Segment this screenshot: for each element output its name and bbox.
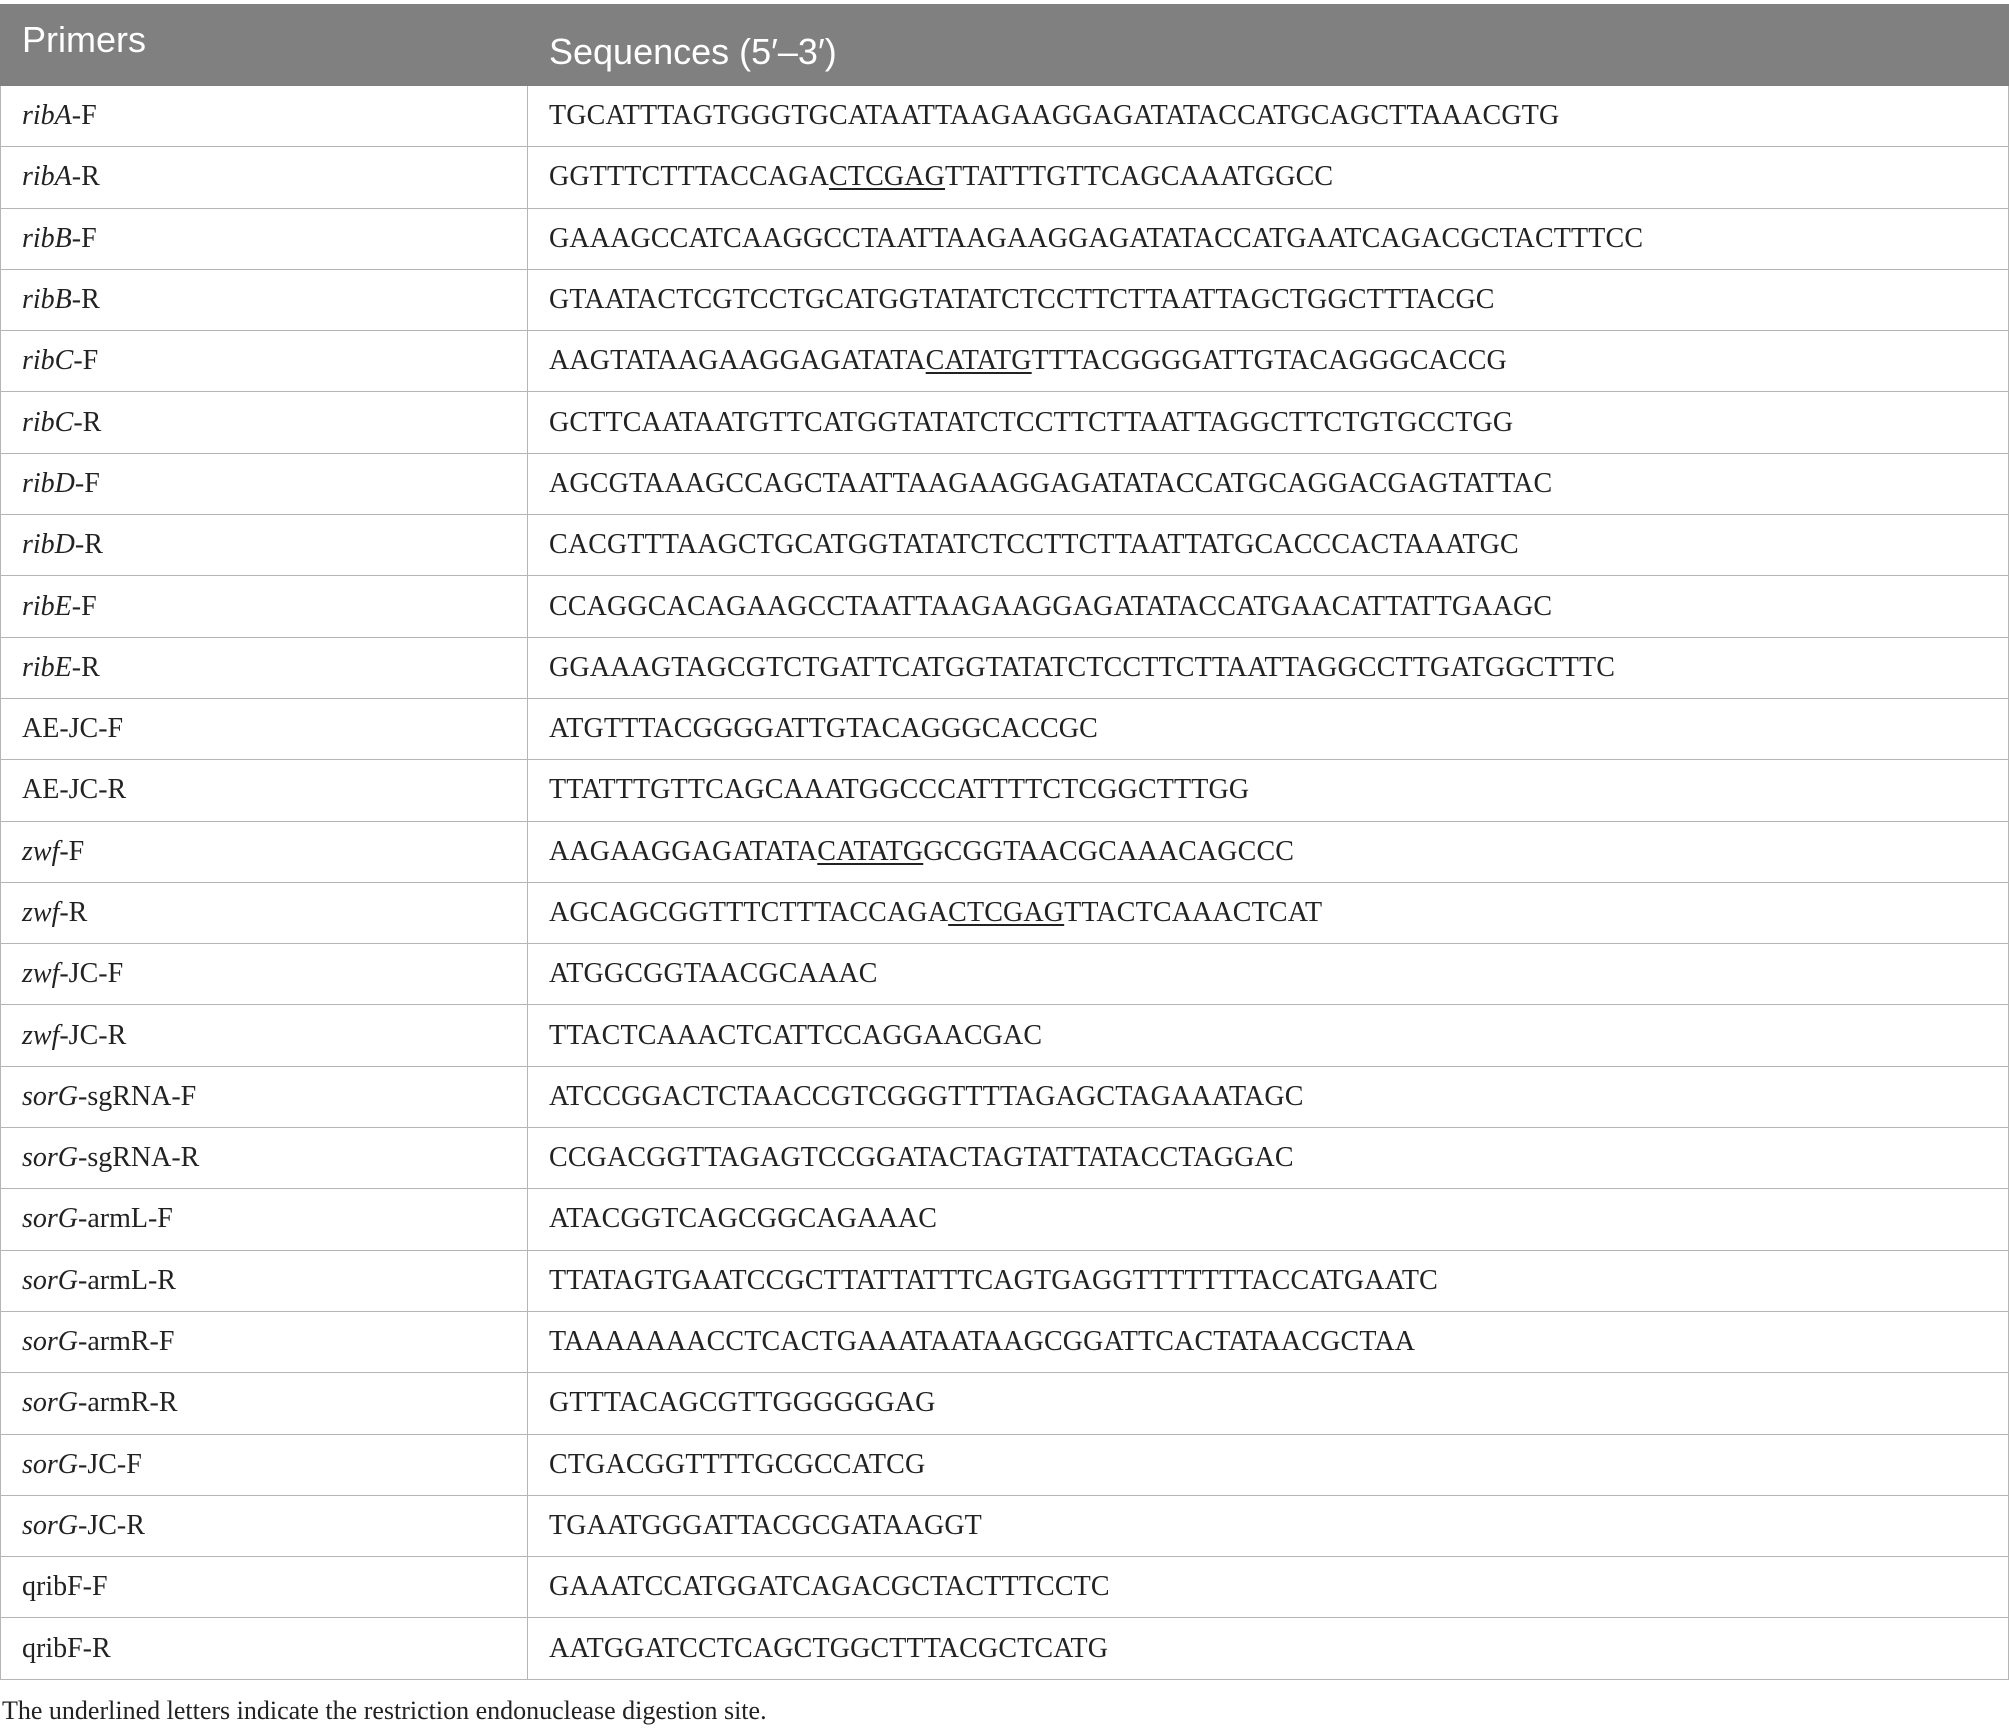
sequence-cell bbox=[528, 576, 2009, 637]
primer-table-container bbox=[0, 4, 2008, 1680]
sequence-segment: CCAGGCACAGAAGCCTAATTAAGAAGGAGATATACCATGAACATTATTGAAGC bbox=[549, 590, 1553, 622]
primer-name-cell bbox=[1, 821, 528, 882]
table-row bbox=[1, 576, 2009, 637]
gene-name: zwf bbox=[22, 835, 60, 867]
sequence-cell bbox=[528, 1557, 2009, 1618]
primer-name-cell bbox=[1, 1189, 528, 1250]
gene-name: ribA bbox=[22, 100, 72, 132]
sequence-cell bbox=[528, 821, 2009, 882]
sequence-cell bbox=[528, 331, 2009, 392]
sequence-cell bbox=[528, 1373, 2009, 1434]
gene-name: sorG bbox=[22, 1326, 79, 1358]
table-row bbox=[1, 515, 2009, 576]
restriction-site: CTCGAG bbox=[828, 161, 946, 193]
sequence-segment: TGCATTTAGTGGGTGCATAATTAAGAAGGAGATATACCATGCAGCTTAAACGTG bbox=[549, 100, 1560, 132]
primer-name-cell bbox=[1, 1557, 528, 1618]
table-row bbox=[1, 1250, 2009, 1311]
primer-suffix: -R bbox=[74, 529, 103, 561]
sequence-cell bbox=[528, 760, 2009, 821]
primer-name-cell bbox=[1, 882, 528, 943]
sequence-segment: TGAATGGGATTACGCGATAAGGT bbox=[549, 1509, 982, 1541]
sequence-cell bbox=[528, 1189, 2009, 1250]
table-row bbox=[1, 637, 2009, 698]
sequence-segment: ATGGCGGTAACGCAAAC bbox=[549, 958, 878, 990]
gene-name: sorG bbox=[22, 1387, 79, 1419]
table-row bbox=[1, 1495, 2009, 1556]
table-row bbox=[1, 944, 2009, 1005]
gene-name: ribD bbox=[22, 467, 75, 499]
sequence-cell bbox=[528, 698, 2009, 759]
sequence-segment: AGCGTAAAGCCAGCTAATTAAGAAGGAGATATACCATGCAGGACGAGTATTAC bbox=[549, 467, 1553, 499]
header-sequences: Sequences (5′–3′) bbox=[528, 5, 2009, 86]
primer-name-cell bbox=[1, 1311, 528, 1372]
gene-name: ribE bbox=[22, 651, 72, 683]
sequence-segment: AGCAGCGGTTTCTTTACCAGA bbox=[549, 897, 949, 928]
sequence-segment: GTAATACTCGTCCTGCATGGTATATCTCCTTCTTAATTAGCTGGCTTTACGC bbox=[549, 284, 1495, 316]
sequence-segment: TAAAAAAACCTCACTGAAATAATAAGCGGATTCACTATAACGCTAA bbox=[549, 1326, 1416, 1358]
primer-name-cell bbox=[1, 1373, 528, 1434]
restriction-site: CATATG bbox=[817, 835, 924, 867]
table-row bbox=[1, 1128, 2009, 1189]
sequence-cell bbox=[528, 86, 2009, 147]
sequence-cell bbox=[528, 515, 2009, 576]
table-row bbox=[1, 1618, 2009, 1679]
primer-suffix: -armR-F bbox=[78, 1326, 175, 1358]
primer-suffix: -F bbox=[71, 590, 97, 622]
table-row bbox=[1, 86, 2009, 147]
gene-name: ribA bbox=[22, 161, 72, 193]
gene-name: zwf bbox=[22, 1019, 60, 1051]
sequence-cell bbox=[528, 1495, 2009, 1556]
sequence-segment: GCTTCAATAATGTTCATGGTATATCTCCTTCTTAATTAGGCTTCTGTGCCTGG bbox=[549, 406, 1514, 438]
primer-name-cell bbox=[1, 760, 528, 821]
table-row bbox=[1, 821, 2009, 882]
primer-suffix: -JC-R bbox=[78, 1509, 145, 1541]
table-footnote: The underlined letters indicate the restriction endonuclease digestion site. bbox=[2, 1696, 767, 1725]
primer-name-cell bbox=[1, 392, 528, 453]
sequence-segment: ATACGGTCAGCGGCAGAAAC bbox=[549, 1203, 938, 1235]
primer-name-cell bbox=[1, 269, 528, 330]
primer-suffix: qribF-R bbox=[22, 1632, 111, 1664]
table-row bbox=[1, 698, 2009, 759]
sequence-segment: TTATTTGTTCAGCAAATGGCC bbox=[945, 161, 1334, 193]
primer-name-cell bbox=[1, 1434, 528, 1495]
primer-name-cell bbox=[1, 698, 528, 759]
sequence-cell bbox=[528, 944, 2009, 1005]
primer-name-cell bbox=[1, 208, 528, 269]
sequence-segment: ATCCGGACTCTAACCGTCGGGTTTTAGAGCTAGAAATAGC bbox=[549, 1080, 1304, 1112]
gene-name: zwf bbox=[22, 897, 60, 928]
primer-suffix: -armL-R bbox=[78, 1264, 176, 1296]
table-row bbox=[1, 392, 2009, 453]
gene-name: sorG bbox=[22, 1080, 79, 1112]
primer-name-cell bbox=[1, 1066, 528, 1127]
sequence-segment: TTACTCAAACTCAT bbox=[1064, 897, 1323, 928]
primer-name-cell bbox=[1, 453, 528, 514]
header-primers: Primers bbox=[1, 5, 528, 86]
gene-name: ribB bbox=[22, 222, 72, 254]
table-row bbox=[1, 882, 2009, 943]
table-row bbox=[1, 760, 2009, 821]
sequence-cell bbox=[528, 147, 2009, 208]
primer-suffix: -JC-F bbox=[59, 958, 124, 990]
gene-name: ribB bbox=[22, 284, 72, 316]
table-row bbox=[1, 1311, 2009, 1372]
sequence-segment: GGTTTCTTTACCAGA bbox=[549, 161, 829, 193]
primer-suffix: -F bbox=[74, 467, 100, 499]
gene-name: sorG bbox=[22, 1142, 79, 1174]
table-row bbox=[1, 1189, 2009, 1250]
sequence-segment: CCGACGGTTAGAGTCCGGATACTAGTATTATACCTAGGAC bbox=[549, 1142, 1294, 1174]
primer-name-cell bbox=[1, 86, 528, 147]
table-row bbox=[1, 269, 2009, 330]
table-row bbox=[1, 1434, 2009, 1495]
sequence-segment: AAGAAGGAGATATA bbox=[549, 835, 818, 867]
table-row bbox=[1, 1557, 2009, 1618]
primer-name-cell bbox=[1, 331, 528, 392]
table-body bbox=[1, 86, 2009, 1680]
primer-name-cell bbox=[1, 1495, 528, 1556]
primer-suffix: -R bbox=[71, 284, 100, 316]
sequence-cell bbox=[528, 453, 2009, 514]
primer-suffix: -F bbox=[73, 345, 99, 377]
gene-name: ribE bbox=[22, 590, 72, 622]
sequence-segment: CTGACGGTTTTGCGCCATCG bbox=[549, 1448, 926, 1480]
sequence-segment: CACGTTTAAGCTGCATGGTATATCTCCTTCTTAATTATGCACCCACTAAATGC bbox=[549, 529, 1519, 561]
sequence-cell bbox=[528, 1066, 2009, 1127]
primer-suffix: -sgRNA-F bbox=[78, 1080, 197, 1112]
primer-suffix: -R bbox=[71, 651, 100, 683]
primer-suffix: -JC-F bbox=[78, 1448, 142, 1480]
sequence-segment: GAAAGCCATCAAGGCCTAATTAAGAAGGAGATATACCATGAATCAGACGCTACTTTCC bbox=[549, 222, 1644, 254]
sequence-segment: GGAAAGTAGCGTCTGATTCATGGTATATCTCCTTCTTAATTAGGCCTTGATGGCTTTC bbox=[549, 651, 1616, 683]
primer-table bbox=[0, 4, 2009, 1680]
primer-suffix: -JC-R bbox=[59, 1019, 127, 1051]
gene-name: sorG bbox=[22, 1509, 79, 1541]
primer-suffix: -F bbox=[71, 222, 97, 254]
primer-name-cell bbox=[1, 576, 528, 637]
primer-suffix: -R bbox=[71, 161, 100, 193]
sequence-segment: GCGGTAACGCAAACAGCCC bbox=[923, 835, 1295, 867]
sequence-cell bbox=[528, 1618, 2009, 1679]
gene-name: sorG bbox=[22, 1264, 79, 1296]
gene-name: sorG bbox=[22, 1203, 79, 1235]
header-row bbox=[1, 5, 2009, 86]
sequence-segment: TTACTCAAACTCATTCCAGGAACGAC bbox=[549, 1019, 1043, 1051]
sequence-segment: AAGTATAAGAAGGAGATATA bbox=[549, 345, 926, 377]
table-row bbox=[1, 1066, 2009, 1127]
restriction-site: CATATG bbox=[925, 345, 1032, 377]
gene-name: ribD bbox=[22, 529, 75, 561]
sequence-cell bbox=[528, 1005, 2009, 1066]
gene-name: sorG bbox=[22, 1448, 79, 1480]
primer-name-cell bbox=[1, 147, 528, 208]
gene-name: ribC bbox=[22, 345, 74, 377]
sequence-segment: TTTACGGGGATTGTACAGGGCACCG bbox=[1031, 345, 1507, 377]
primer-name-cell bbox=[1, 515, 528, 576]
table-row bbox=[1, 453, 2009, 514]
sequence-cell bbox=[528, 208, 2009, 269]
primer-suffix: -armR-R bbox=[78, 1387, 178, 1419]
primer-suffix: -armL-F bbox=[78, 1203, 173, 1235]
table-header bbox=[1, 5, 2009, 86]
table-row bbox=[1, 147, 2009, 208]
sequence-segment: ATGTTTACGGGGATTGTACAGGGCACCGC bbox=[549, 713, 1098, 745]
primer-name-cell bbox=[1, 1250, 528, 1311]
sequence-segment: GAAATCCATGGATCAGACGCTACTTTCCTC bbox=[549, 1571, 1110, 1603]
table-row bbox=[1, 1373, 2009, 1434]
sequence-cell bbox=[528, 1311, 2009, 1372]
primer-suffix: AE-JC-F bbox=[22, 713, 124, 745]
sequence-segment: AATGGATCCTCAGCTGGCTTTACGCTCATG bbox=[549, 1632, 1109, 1664]
sequence-segment: GTTTACAGCGTTGGGGGGAG bbox=[549, 1387, 936, 1419]
primer-suffix: -F bbox=[59, 835, 85, 867]
sequence-cell bbox=[528, 392, 2009, 453]
sequence-cell bbox=[528, 1434, 2009, 1495]
table-row bbox=[1, 1005, 2009, 1066]
sequence-cell bbox=[528, 1128, 2009, 1189]
table-row bbox=[1, 208, 2009, 269]
gene-name: zwf bbox=[22, 958, 60, 990]
primer-suffix: -R bbox=[59, 897, 88, 928]
sequence-segment: TTATAGTGAATCCGCTTATTATTTCAGTGAGGTTTTTTTACCATGAATC bbox=[549, 1264, 1438, 1296]
sequence-cell bbox=[528, 637, 2009, 698]
primer-name-cell bbox=[1, 637, 528, 698]
primer-suffix: AE-JC-R bbox=[22, 774, 127, 806]
sequence-cell bbox=[528, 1250, 2009, 1311]
restriction-site: CTCGAG bbox=[948, 897, 1065, 928]
primer-suffix: -R bbox=[73, 406, 102, 438]
primer-name-cell bbox=[1, 1005, 528, 1066]
primer-name-cell bbox=[1, 1618, 528, 1679]
primer-suffix: -sgRNA-R bbox=[78, 1142, 200, 1174]
sequence-segment: TTATTTGTTCAGCAAATGGCCCATTTTCTCGGCTTTGG bbox=[549, 774, 1250, 806]
primer-suffix: qribF-F bbox=[22, 1571, 108, 1603]
primer-suffix: -F bbox=[71, 100, 97, 132]
sequence-cell bbox=[528, 269, 2009, 330]
sequence-cell bbox=[528, 882, 2009, 943]
primer-name-cell bbox=[1, 1128, 528, 1189]
table-row bbox=[1, 331, 2009, 392]
gene-name: ribC bbox=[22, 406, 74, 438]
primer-name-cell bbox=[1, 944, 528, 1005]
